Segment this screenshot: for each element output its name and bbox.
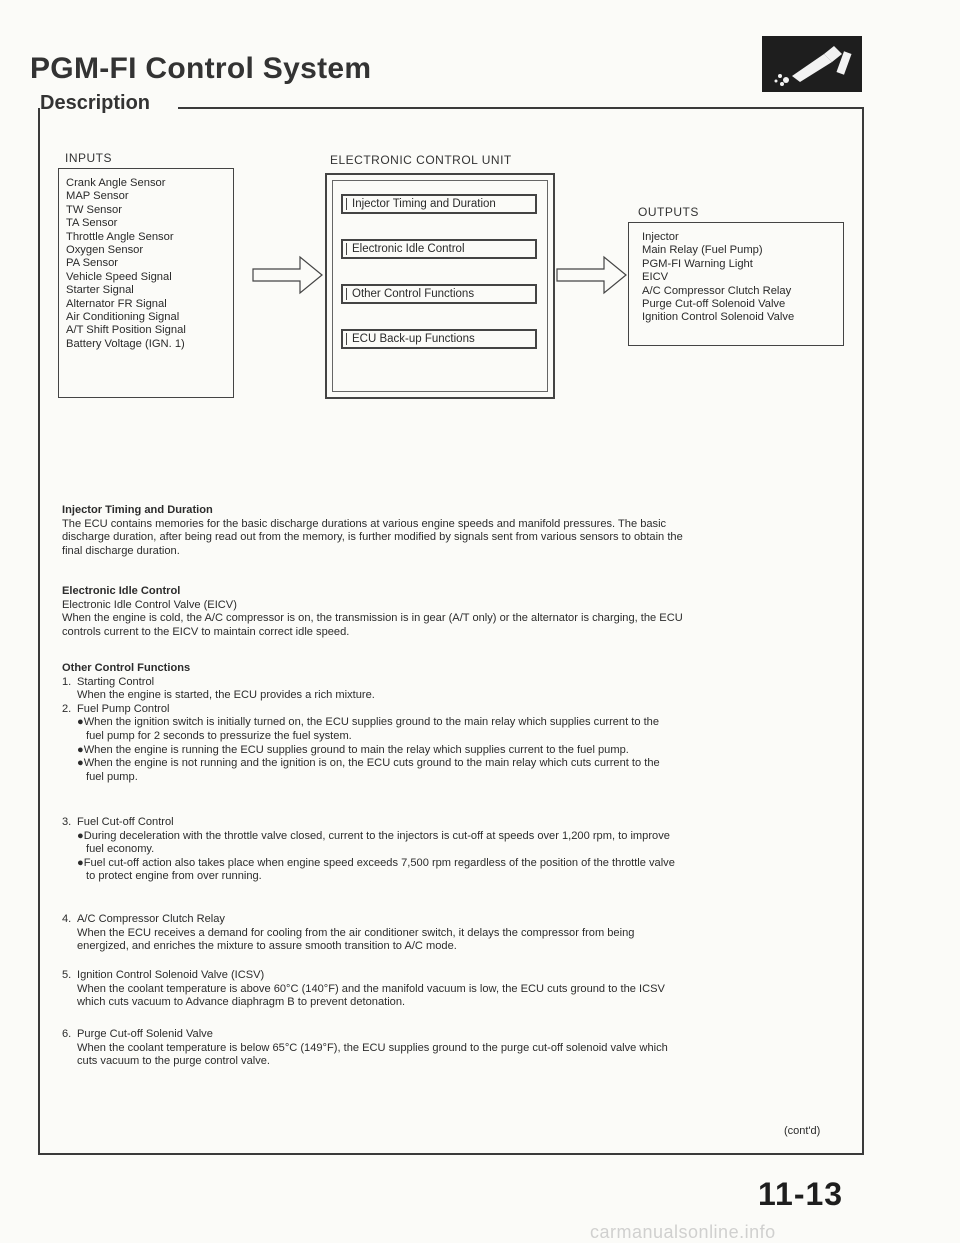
ecu-function-other: Other Control Functions: [341, 284, 537, 304]
item-title: Purge Cut-off Solenid Valve: [77, 1028, 213, 1040]
inputs-list: [58, 168, 234, 398]
bullet-line: ●Fuel cut-off action also takes place when engine speed exceeds 7,500 rpm regardless of the position of the throttle valve: [77, 856, 675, 869]
input-item: Throttle Angle Sensor: [66, 230, 174, 243]
item-number: 3.: [62, 816, 72, 828]
paragraph-line: controls current to the EICV to maintain correct idle speed.: [62, 625, 350, 638]
bullet-line: fuel pump.: [86, 770, 138, 783]
input-item: MAP Sensor: [66, 190, 129, 203]
item-title: Fuel Pump Control: [77, 702, 170, 715]
paragraph-line: The ECU contains memories for the basic discharge durations at various engine speeds and manifold pressures. The basic: [62, 517, 667, 530]
paragraph-line: When the coolant temperature is above 60°C (140°F) and the manifold vacuum is low, the ECU cuts ground to the ICSV: [77, 982, 665, 995]
injector-icon: [762, 36, 862, 92]
paragraph-line: discharge duration, after being read out from the memory, is further modified by signals sent from various sensors to obtain the: [62, 531, 683, 544]
input-item: Crank Angle Sensor: [66, 177, 166, 189]
input-arrow-icon: [252, 254, 324, 296]
item-number: 5.: [62, 969, 72, 981]
paragraph-line: When the ECU receives a demand for cooling from the air conditioner switch, it delays the compressor from being: [77, 926, 635, 939]
paragraph-line: Electronic Idle Control Valve (EICV): [62, 598, 237, 611]
item-number: 2.: [62, 702, 72, 715]
output-item: EICV: [642, 271, 669, 284]
section-heading: Description: [40, 92, 154, 115]
idle-section: [62, 585, 840, 639]
watermark: carmanualsonline.info: [590, 1222, 776, 1242]
paragraph-line: When the engine is cold, the A/C compressor is on, the transmission is in gear (A/T only) or the alternator is charging, the ECU: [62, 612, 683, 625]
paragraph-line: cuts vacuum to the purge control valve.: [77, 1055, 271, 1068]
bullet-line: fuel pump for 2 seconds to pressurize the fuel system.: [86, 729, 352, 742]
fuel-cutoff-section: [62, 816, 840, 884]
ecu-function-backup: ECU Back-up Functions: [341, 329, 537, 349]
ecu-function-idle: Electronic Idle Control: [341, 239, 537, 259]
output-item: Purge Cut-off Solenoid Valve: [642, 298, 786, 311]
input-item: Air Conditioning Signal: [66, 311, 180, 324]
fuel-injector-logo-icon: [762, 36, 862, 92]
paragraph-line: When the coolant temperature is below 65°C (149°F), the ECU supplies ground to the purge cut-off solenoid valve which: [77, 1041, 668, 1054]
paragraph-line: When the engine is started, the ECU provides a rich mixture.: [77, 689, 375, 702]
input-item: TW Sensor: [66, 203, 122, 216]
bullet-line: ●When the engine is not running and the ignition is on, the ECU cuts ground to the main relay which cuts current to the: [77, 757, 660, 770]
ecu-header: ELECTRONIC CONTROL UNIT: [330, 153, 512, 167]
bullet-line: fuel economy.: [86, 843, 155, 856]
injector-section: [62, 504, 840, 558]
item-number: 1.: [62, 675, 72, 688]
bullet-line: to protect engine from over running.: [86, 870, 262, 883]
input-item: TA Sensor: [66, 217, 118, 230]
output-arrow-icon: [556, 254, 628, 296]
ac-relay-section: [62, 913, 840, 954]
section-heading-other: Other Control Functions: [62, 662, 191, 674]
output-item: Injector: [642, 231, 679, 243]
page-title: PGM-FI Control System: [30, 52, 372, 85]
input-item: PA Sensor: [66, 257, 119, 270]
inputs-header: INPUTS: [65, 151, 113, 165]
purge-section: [62, 1028, 840, 1069]
output-item: Ignition Control Solenoid Valve: [642, 311, 795, 324]
item-title: Fuel Cut-off Control: [77, 816, 174, 828]
paragraph-line: final discharge duration.: [62, 544, 180, 557]
section-heading-idle: Electronic Idle Control: [62, 585, 181, 597]
bullet-line: ●When the ignition switch is initially turned on, the ECU supplies ground to the main relay which supplies current to the: [77, 716, 660, 729]
outputs-list: [628, 222, 844, 346]
paragraph-line: energized, and enriches the mixture to assure smooth transition to A/C mode.: [77, 940, 457, 953]
input-item: Alternator FR Signal: [66, 297, 167, 310]
output-item: Main Relay (Fuel Pump): [642, 244, 763, 257]
continued-note: (cont'd): [784, 1125, 821, 1137]
section-rule: [178, 107, 864, 109]
input-item: Battery Voltage (IGN. 1): [66, 337, 185, 350]
item-title: Ignition Control Solenoid Valve (ICSV): [77, 969, 265, 981]
outputs-header: OUTPUTS: [638, 205, 699, 219]
item-title: Starting Control: [77, 675, 155, 688]
icsv-section: [62, 969, 840, 1010]
page-number: 11-13: [758, 1176, 844, 1212]
other-section: [62, 662, 840, 784]
output-item: PGM-FI Warning Light: [642, 257, 753, 270]
output-item: A/C Compressor Clutch Relay: [642, 284, 792, 297]
input-item: Vehicle Speed Signal: [66, 270, 172, 283]
ecu-function-injector: Injector Timing and Duration: [341, 194, 537, 214]
item-number: 4.: [62, 913, 72, 925]
paragraph-line: which cuts vacuum to Advance diaphragm B to prevent detonation.: [77, 996, 406, 1009]
input-item: A/T Shift Position Signal: [66, 324, 186, 337]
item-title: A/C Compressor Clutch Relay: [77, 913, 225, 925]
input-item: Oxygen Sensor: [66, 244, 144, 257]
bullet-line: ●During deceleration with the throttle valve closed, current to the injectors is cut-off at speeds over 1,200 rpm, to improve: [77, 829, 670, 842]
item-number: 6.: [62, 1028, 72, 1040]
section-heading-injector: Injector Timing and Duration: [62, 504, 213, 516]
input-item: Starter Signal: [66, 284, 134, 297]
bullet-line: ●When the engine is running the ECU supplies ground to main the relay which supplies current to the fuel pump.: [77, 743, 629, 756]
